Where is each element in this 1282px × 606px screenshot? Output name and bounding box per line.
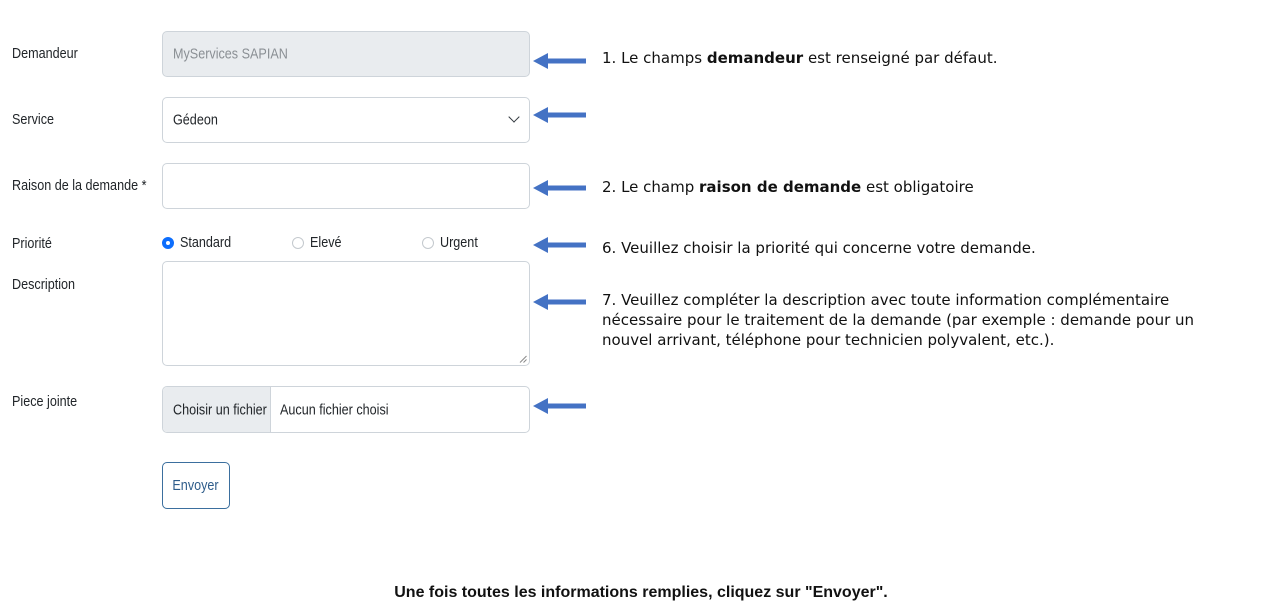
note-text: 1. Le champs bbox=[602, 49, 707, 67]
note-description bbox=[602, 290, 1194, 350]
left-arrow-icon bbox=[533, 398, 589, 414]
service-selected-value: Gédeon bbox=[173, 111, 218, 129]
resize-handle-icon[interactable] bbox=[519, 355, 527, 363]
choose-file-button[interactable] bbox=[163, 387, 271, 432]
reason-input[interactable] bbox=[162, 163, 530, 209]
file-status-text: Aucun fichier choisi bbox=[280, 401, 389, 418]
priority-option-standard[interactable] bbox=[162, 234, 282, 256]
note-text: 2. Le champ bbox=[602, 178, 700, 196]
submit-button[interactable] bbox=[162, 462, 230, 509]
footer-instruction: Une fois toutes les informations remplies, cliquez sur "Envoyer". bbox=[394, 584, 888, 601]
note-priority: 6. Veuillez choisir la priorité qui concerne votre demande. bbox=[602, 239, 1036, 257]
note-line: nécessaire pour le traitement de la demande (par exemple : demande pour un bbox=[602, 311, 1195, 329]
priority-label: Priorité bbox=[12, 235, 52, 252]
note-requester bbox=[602, 48, 997, 68]
left-arrow-icon bbox=[533, 107, 589, 123]
requester-label: Demandeur bbox=[12, 45, 78, 62]
left-arrow-icon bbox=[533, 53, 589, 69]
note-bold-text: demandeur bbox=[706, 49, 804, 67]
priority-option-eleve[interactable] bbox=[292, 234, 412, 256]
note-reason bbox=[602, 177, 974, 197]
left-arrow-icon bbox=[533, 237, 589, 253]
radio-unchecked-icon[interactable] bbox=[422, 237, 434, 249]
note-line: 7. Veuillez compléter la description avec toute information complémentaire bbox=[602, 291, 1170, 309]
note-line: nouvel arrivant, téléphone pour technicien polyvalent, etc.). bbox=[602, 331, 1055, 349]
chevron-down-icon bbox=[508, 111, 519, 122]
choose-file-button-label: Choisir un fichier bbox=[173, 401, 267, 418]
priority-option-label: Elevé bbox=[310, 234, 342, 251]
attachment-file-input[interactable] bbox=[162, 386, 530, 433]
requester-input bbox=[162, 31, 530, 77]
requester-value: MyServices SAPIAN bbox=[173, 45, 288, 63]
service-select[interactable] bbox=[162, 97, 530, 143]
reason-label: Raison de la demande * bbox=[12, 177, 147, 194]
priority-option-label: Urgent bbox=[440, 234, 478, 251]
service-label: Service bbox=[12, 111, 55, 128]
radio-checked-icon[interactable] bbox=[162, 237, 174, 249]
priority-option-label: Standard bbox=[180, 234, 232, 251]
left-arrow-icon bbox=[533, 180, 589, 196]
attachment-label: Piece jointe bbox=[12, 393, 78, 410]
note-text: est obligatoire bbox=[861, 178, 974, 196]
radio-unchecked-icon[interactable] bbox=[292, 237, 304, 249]
description-label: Description bbox=[12, 276, 76, 293]
description-textarea[interactable] bbox=[162, 261, 530, 366]
submit-button-label: Envoyer bbox=[172, 477, 220, 494]
left-arrow-icon bbox=[533, 294, 589, 310]
note-text: est renseigné par défaut. bbox=[803, 49, 998, 67]
note-bold-text: raison de demande bbox=[699, 178, 862, 196]
priority-option-urgent[interactable] bbox=[422, 234, 522, 256]
